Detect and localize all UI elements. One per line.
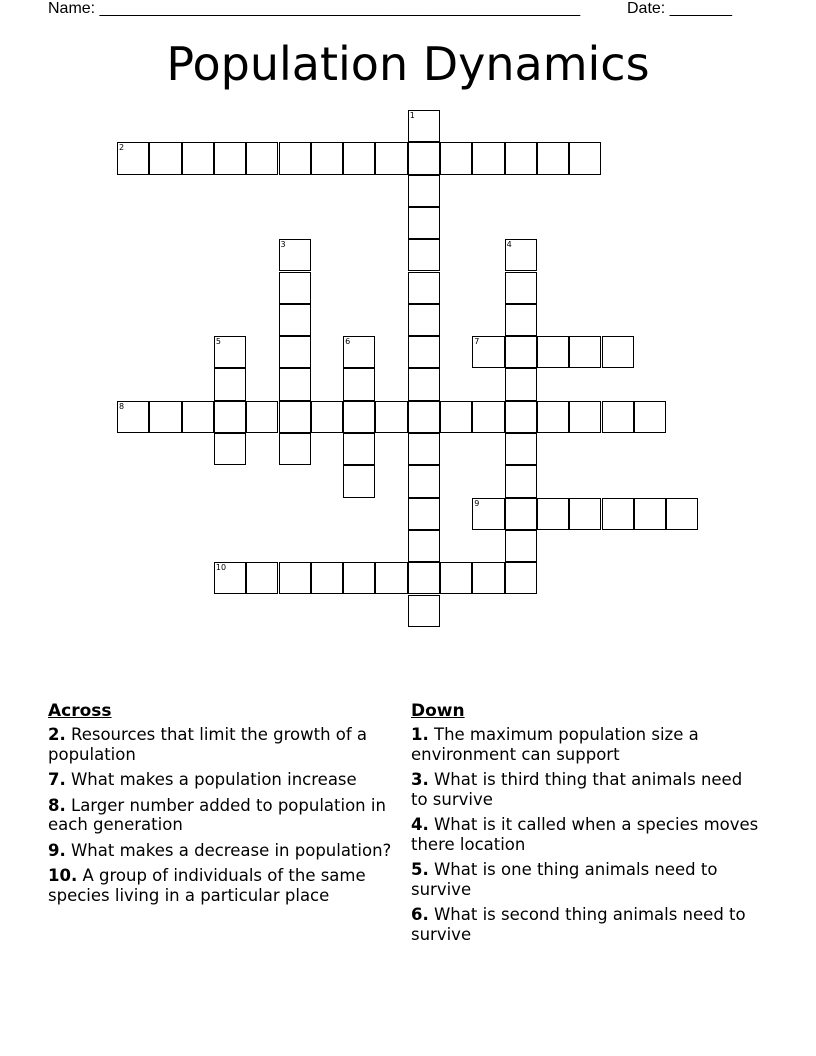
grid-cell[interactable] — [214, 562, 246, 594]
across-clues — [48, 700, 408, 911]
grid-cell[interactable] — [279, 433, 311, 465]
grid-cell[interactable] — [408, 368, 440, 400]
grid-cell[interactable] — [408, 239, 440, 271]
grid-cell[interactable] — [505, 336, 537, 368]
clue-number: 7. — [48, 770, 66, 789]
cell-number: 3 — [280, 240, 286, 250]
grid-cell[interactable] — [408, 175, 440, 207]
grid-cell[interactable] — [375, 401, 407, 433]
grid-cell[interactable] — [666, 498, 698, 530]
clue-across-9 — [48, 841, 408, 861]
clue-down-6 — [411, 905, 761, 944]
down-clues — [411, 700, 761, 950]
clue-number: 4. — [411, 815, 429, 834]
clue-number: 2. — [48, 725, 66, 744]
grid-cell[interactable] — [569, 498, 601, 530]
clue-text: A group of individuals of the same species living in a particular place — [48, 866, 366, 905]
grid-cell[interactable] — [472, 498, 504, 530]
grid-cell[interactable] — [408, 465, 440, 497]
clue-down-5 — [411, 860, 761, 899]
grid-cell[interactable] — [602, 336, 634, 368]
grid-cell[interactable] — [505, 239, 537, 271]
clue-down-1 — [411, 725, 761, 764]
grid-cell[interactable] — [343, 368, 375, 400]
cell-number: 7 — [474, 337, 480, 347]
clue-across-2 — [48, 725, 408, 764]
grid-cell[interactable] — [408, 530, 440, 562]
grid-cell[interactable] — [440, 562, 472, 594]
clue-number: 10. — [48, 866, 78, 885]
name-blank[interactable]: ______________________________________________________ — [99, 0, 581, 17]
grid-cell[interactable] — [149, 142, 181, 174]
grid-cell[interactable] — [343, 465, 375, 497]
grid-cell[interactable] — [279, 142, 311, 174]
grid-cell[interactable] — [117, 142, 149, 174]
clue-number: 8. — [48, 795, 66, 815]
clue-text: The maximum population size a environment can support — [411, 725, 699, 764]
grid-cell[interactable] — [505, 498, 537, 530]
grid-cell[interactable] — [634, 498, 666, 530]
grid-cell[interactable] — [505, 368, 537, 400]
grid-cell[interactable] — [214, 336, 246, 368]
grid-cell[interactable] — [408, 142, 440, 174]
grid-cell[interactable] — [311, 562, 343, 594]
grid-cell[interactable] — [505, 401, 537, 433]
grid-cell[interactable] — [408, 304, 440, 336]
grid-cell[interactable] — [343, 433, 375, 465]
down-heading: Down — [411, 701, 465, 721]
cell-number: 4 — [506, 240, 512, 250]
clue-text: Resources that limit the growth of a population — [48, 725, 368, 764]
grid-cell[interactable] — [602, 498, 634, 530]
across-heading: Across — [48, 701, 112, 721]
clue-text: What is one thing animals need to survive — [411, 860, 718, 899]
grid-cell[interactable] — [440, 142, 472, 174]
grid-cell[interactable] — [505, 142, 537, 174]
clue-number: 6. — [411, 905, 429, 924]
grid-cell[interactable] — [117, 401, 149, 433]
grid-cell[interactable] — [408, 562, 440, 594]
grid-cell[interactable] — [214, 401, 246, 433]
grid-cell[interactable] — [537, 498, 569, 530]
grid-cell[interactable] — [505, 433, 537, 465]
grid-cell[interactable] — [505, 530, 537, 562]
clue-down-4 — [411, 815, 761, 854]
grid-cell[interactable] — [408, 336, 440, 368]
grid-cell[interactable] — [343, 401, 375, 433]
grid-cell[interactable] — [311, 142, 343, 174]
clue-text: What makes a population increase — [65, 770, 357, 789]
grid-cell[interactable] — [408, 433, 440, 465]
clue-text: What makes a decrease in population? — [65, 840, 392, 860]
grid-cell[interactable] — [311, 401, 343, 433]
grid-cell[interactable] — [472, 562, 504, 594]
clue-text: What is third thing that animals need to survive — [411, 770, 743, 809]
cell-number: 9 — [474, 498, 480, 508]
cell-number: 6 — [345, 337, 351, 347]
grid-cell[interactable] — [505, 465, 537, 497]
clue-number: 3. — [411, 770, 429, 789]
date-label: Date: — [627, 0, 670, 17]
grid-cell[interactable] — [505, 562, 537, 594]
cell-number: 8 — [119, 401, 125, 411]
grid-cell[interactable] — [279, 336, 311, 368]
grid-cell[interactable] — [246, 142, 278, 174]
grid-cell[interactable] — [472, 401, 504, 433]
grid-cell[interactable] — [343, 336, 375, 368]
grid-cell[interactable] — [408, 110, 440, 142]
grid-cell[interactable] — [408, 272, 440, 304]
grid-cell[interactable] — [472, 142, 504, 174]
grid-cell[interactable] — [214, 142, 246, 174]
grid-cell[interactable] — [440, 401, 472, 433]
grid-cell[interactable] — [408, 595, 440, 627]
grid-cell[interactable] — [505, 304, 537, 336]
clue-text: What is second thing animals need to survive — [411, 905, 746, 944]
grid-cell[interactable] — [279, 368, 311, 400]
grid-cell[interactable] — [375, 142, 407, 174]
grid-cell[interactable] — [279, 401, 311, 433]
grid-cell[interactable] — [343, 142, 375, 174]
clue-text: What is it called when a species moves there location — [411, 815, 759, 854]
grid-cell[interactable] — [246, 401, 278, 433]
grid-cell[interactable] — [279, 272, 311, 304]
grid-cell[interactable] — [182, 142, 214, 174]
clue-number: 9. — [48, 840, 66, 860]
cell-number: 1 — [409, 111, 415, 120]
grid-cell[interactable] — [149, 401, 181, 433]
clue-number: 1. — [411, 725, 429, 744]
cell-number: 5 — [215, 337, 221, 347]
grid-cell[interactable] — [408, 401, 440, 433]
clue-across-7 — [48, 770, 408, 790]
clue-number: 5. — [411, 860, 429, 879]
grid-cell[interactable] — [214, 433, 246, 465]
grid-cell[interactable] — [182, 401, 214, 433]
grid-cell[interactable] — [602, 401, 634, 433]
clue-across-10 — [48, 866, 408, 905]
grid-cell[interactable] — [246, 562, 278, 594]
grid-cell[interactable] — [505, 272, 537, 304]
clue-text: Larger number added to population in each generation — [48, 795, 386, 834]
grid-cell[interactable] — [279, 304, 311, 336]
grid-cell[interactable] — [537, 401, 569, 433]
cell-number: 10 — [215, 563, 227, 573]
page-title: Population Dynamics — [166, 37, 650, 91]
grid-cell[interactable] — [214, 368, 246, 400]
grid-cell[interactable] — [279, 562, 311, 594]
clue-across-8 — [48, 796, 408, 835]
grid-cell[interactable] — [569, 401, 601, 433]
grid-cell[interactable] — [343, 562, 375, 594]
grid-cell[interactable] — [634, 401, 666, 433]
grid-cell[interactable] — [472, 336, 504, 368]
cell-number: 2 — [119, 143, 125, 153]
grid-cell[interactable] — [569, 336, 601, 368]
grid-cell[interactable] — [569, 142, 601, 174]
name-label: Name: — [48, 0, 100, 17]
grid-cell[interactable] — [375, 562, 407, 594]
date-blank[interactable]: _______ — [669, 0, 732, 17]
grid-cell[interactable] — [408, 207, 440, 239]
grid-cell[interactable] — [408, 498, 440, 530]
grid-cell[interactable] — [537, 142, 569, 174]
grid-cell[interactable] — [537, 336, 569, 368]
grid-cell[interactable] — [279, 239, 311, 271]
clue-down-3 — [411, 770, 761, 809]
